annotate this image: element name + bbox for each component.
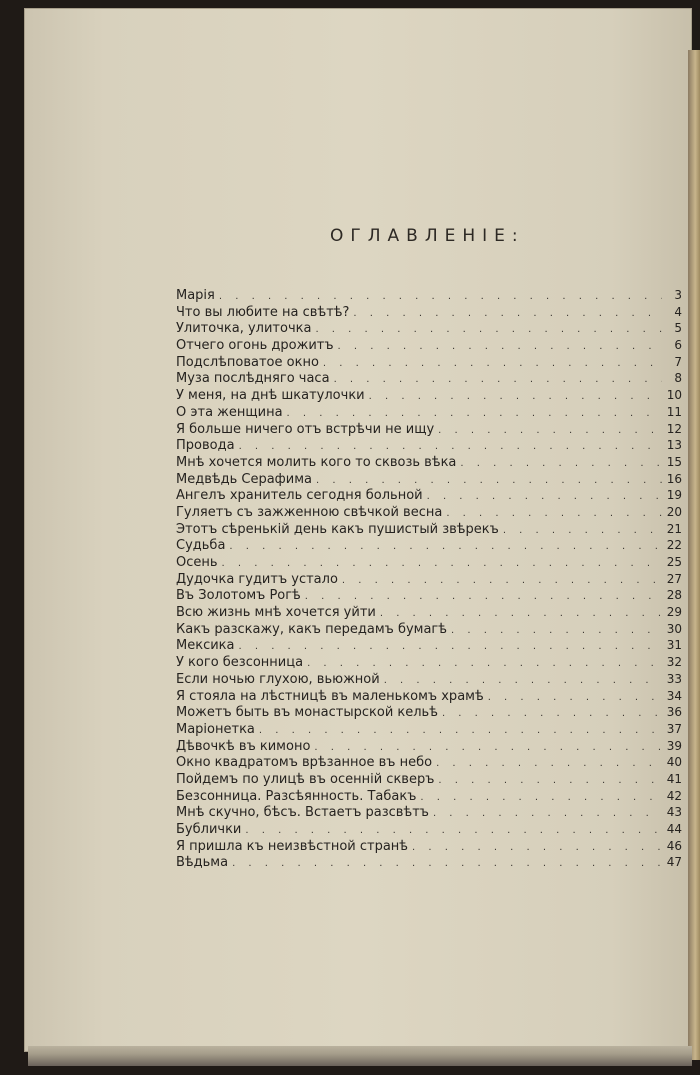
toc-entry-title: Мнѣ скучно, бѣсъ. Встаетъ разсвѣтъ [176,805,429,821]
toc-entry-page-number: 19 [666,488,682,503]
toc-entry [176,604,682,621]
toc-entry-page-number: 15 [666,454,682,469]
toc-entry [176,771,682,788]
toc-entry [176,754,682,771]
toc-entry-title: Я больше ничего отъ встрѣчи не ищу [176,421,435,437]
toc-entry-page-number: 27 [666,571,682,586]
dot-leader [238,639,662,656]
toc-entry [176,320,682,337]
toc-entry-page-number: 11 [666,404,682,419]
toc-entry-title: Если ночью глухою, вьюжной [176,671,380,687]
toc-entry-page-number: 37 [666,721,682,736]
toc-entry-title: Можетъ быть въ монастырской кельѣ [176,705,438,721]
toc-entry-title: Осень [176,555,218,570]
toc-entry [176,804,682,821]
toc-entry [176,621,682,638]
toc-entry-page-number: 10 [666,388,682,403]
dot-leader [287,406,662,423]
toc-entry-page-number: 7 [674,354,682,369]
dot-leader [369,389,662,406]
toc-entry-title: Маріонетка [176,721,255,737]
table-of-contents [176,287,682,871]
dot-leader [259,723,662,740]
dot-leader [315,322,662,339]
toc-entry-page-number: 20 [666,504,682,519]
toc-entry-title: Пойдемъ по улицѣ въ осенній скверъ [176,771,435,787]
dot-leader [316,473,662,490]
toc-entry-page-number: 39 [666,738,682,753]
dot-leader [305,589,662,606]
toc-entry-title: Въ Золотомъ Рогѣ [176,588,301,604]
dot-leader [433,806,662,823]
toc-entry [176,404,682,421]
toc-entry-title: Марія [176,288,215,303]
dot-leader [420,790,662,807]
toc-entry-title: Всю жизнь мнѣ хочется уйти [176,605,376,621]
toc-entry-title: Улиточка, улиточка [176,321,312,337]
dot-leader [384,673,662,690]
toc-entry-title: Дудочка гудитъ устало [176,571,338,587]
toc-entry-title: Ангелъ хранитель сегодня больной [176,488,423,504]
toc-entry [176,854,682,871]
dot-leader [353,306,662,323]
toc-entry [176,654,682,671]
dot-leader [323,356,662,373]
toc-entry [176,788,682,805]
toc-entry [176,471,682,488]
toc-entry-page-number: 22 [666,538,682,553]
toc-entry-page-number: 47 [666,855,682,870]
toc-entry-title: Я стояла на лѣстницѣ въ маленькомъ храмѣ [176,688,484,704]
dot-leader [342,573,662,590]
toc-entry [176,504,682,521]
toc-entry-page-number: 41 [666,771,682,786]
toc-entry [176,821,682,838]
toc-entry [176,637,682,654]
toc-entry-title: Этотъ сѣренькій день какъ пушистый звѣрекъ [176,521,499,537]
book-cover-edge [688,50,700,1060]
toc-entry [176,370,682,387]
toc-entry-page-number: 34 [666,688,682,703]
toc-entry-page-number: 44 [666,822,682,836]
toc-entry-title: Бублички [176,822,242,837]
toc-entry-title: О эта женщина [176,404,283,420]
toc-entry [176,554,682,571]
toc-entry-page-number: 4 [674,304,682,319]
toc-entry-page-number: 33 [666,671,682,686]
toc-entry-title: У меня, на днѣ шкатулочки [176,388,365,404]
toc-entry-title: Мнѣ хочется молить кого то сквозь вѣка [176,454,457,470]
dot-leader [334,372,662,389]
dot-leader [314,740,662,757]
toc-entry-page-number: 46 [666,838,682,853]
toc-entry-page-number: 5 [674,321,682,336]
toc-entry [176,704,682,721]
toc-entry [176,587,682,604]
toc-entry-page-number: 3 [674,288,682,302]
dot-leader [427,489,662,506]
toc-entry [176,738,682,755]
toc-entry [176,688,682,705]
toc-entry [176,721,682,738]
toc-entry [176,454,682,471]
dot-leader [239,439,662,456]
toc-entry [176,354,682,371]
toc-entry [176,571,682,588]
toc-heading: ОГЛАВЛЕНІЕ: [330,226,525,246]
toc-entry-title: Судьба [176,538,226,554]
dot-leader [446,506,662,523]
dot-leader [232,856,662,873]
toc-entry [176,537,682,554]
toc-entry [176,287,682,304]
toc-entry-page-number: 29 [666,605,682,620]
toc-entry-page-number: 40 [666,755,682,770]
toc-entry-title: Медвѣдь Серафима [176,471,313,487]
toc-entry [176,421,682,438]
toc-entry-title: Окно квадратомъ врѣзанное въ небо [176,755,433,771]
dot-leader [503,523,662,540]
toc-entry-title: Безсонница. Разсѣянность. Табакъ [176,788,417,804]
toc-entry-title: Гуляетъ съ зажженною свѣчкой весна [176,504,443,520]
dot-leader [451,623,662,640]
toc-entry-title: Провода [176,438,235,454]
dot-leader [245,823,662,840]
dot-leader [438,773,662,790]
dot-leader [229,539,662,556]
dot-leader [219,289,662,306]
toc-entry-title: Я пришла къ неизвѣстной странѣ [176,838,409,854]
toc-entry-page-number: 12 [666,421,682,436]
toc-entry-page-number: 6 [674,338,682,353]
toc-entry-title: Дѣвочкѣ въ кимоно [176,738,311,754]
dot-leader [380,606,662,623]
toc-entry [176,671,682,688]
dot-leader [442,706,662,723]
toc-entry-title: Что вы любите на свѣтѣ? [176,304,350,320]
dot-leader [338,339,662,356]
toc-entry-title: Мексика [176,638,235,654]
toc-entry-page-number: 16 [666,471,682,486]
toc-entry [176,838,682,855]
toc-entry-page-number: 25 [666,555,682,569]
toc-entry-page-number: 30 [666,621,682,636]
dot-leader [307,656,662,673]
toc-entry-page-number: 8 [674,371,682,386]
dot-leader [438,423,662,440]
dot-leader [222,556,662,573]
page-stack-edge [28,1046,692,1066]
toc-entry-page-number: 32 [666,655,682,670]
toc-entry-page-number: 42 [666,788,682,803]
toc-entry-title: Какъ разскажу, какъ передамъ бумагѣ [176,621,447,637]
toc-entry [176,437,682,454]
toc-entry-page-number: 31 [666,638,682,653]
toc-entry-title: Муза послѣдняго часа [176,371,330,387]
toc-entry [176,387,682,404]
dot-leader [412,840,662,857]
dot-leader [436,756,662,773]
toc-entry-title: Подслѣповатое окно [176,354,319,370]
dot-leader [460,456,662,473]
toc-entry-title: Отчего огонь дрожитъ [176,338,334,354]
toc-entry-title: Вѣдьма [176,855,229,871]
toc-entry-page-number: 36 [666,705,682,720]
toc-entry-page-number: 43 [666,805,682,820]
toc-entry-page-number: 21 [666,521,682,536]
toc-entry [176,337,682,354]
toc-entry [176,304,682,321]
toc-entry-page-number: 28 [666,588,682,603]
toc-entry-page-number: 13 [666,438,682,453]
dot-leader [488,690,662,707]
toc-entry-title: У кого безсонница [176,655,304,671]
toc-entry [176,487,682,504]
toc-entry [176,521,682,538]
